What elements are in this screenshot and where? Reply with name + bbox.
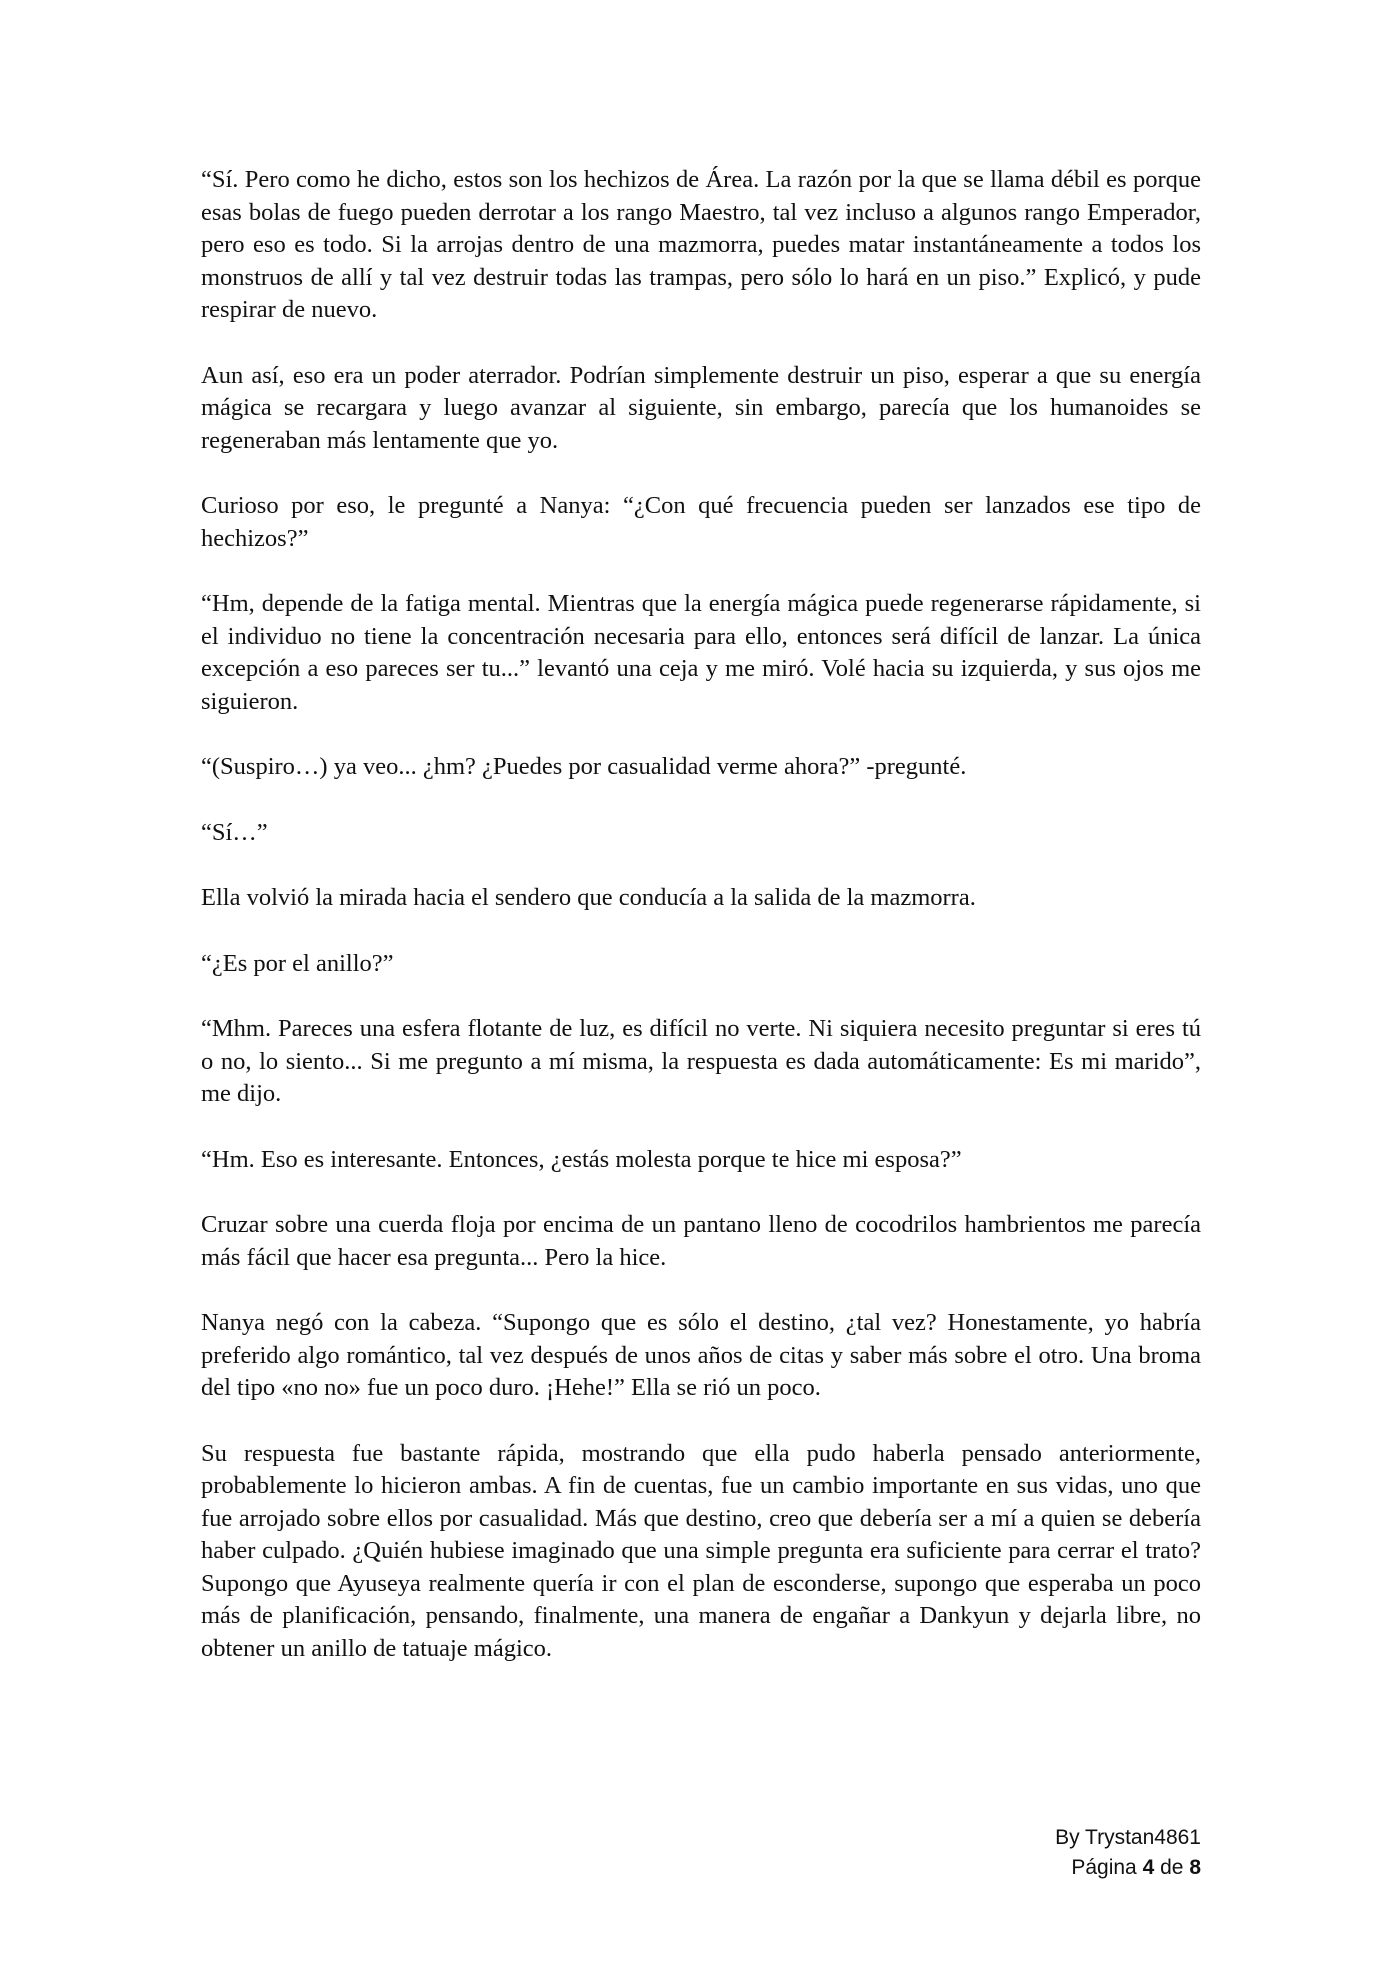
document-body xyxy=(201,164,1201,1698)
paragraph: Cruzar sobre una cuerda floja por encima de un pantano lleno de cocodrilos hambrientos me parecía más fácil que hacer esa pregunta... Pero la hice. xyxy=(201,1211,1201,1271)
paragraph: Su respuesta fue bastante rápida, mostrando que ella pudo haberla pensado anteriormente, probablemente lo hicieron ambas. A fin de cuentas, fue un cambio importante en sus vidas, uno que fue arrojado sobre ellos por casualidad. Más que destino, creo que debería ser a mí a quien se debería haber culpado. ¿Quién hubiese imaginado que una simple pregunta era suficiente para cerrar el trato? Supongo que Ayuseya realmente quería ir con el plan de esconderse, supongo que esperaba un poco más de planificación, pensando, finalmente, una manera de engañar a Dankyun y dejarla libre, no obtener un anillo de tatuaje mágico. xyxy=(201,1439,1201,1662)
page-number xyxy=(1055,1853,1201,1883)
paragraph: Nanya negó con la cabeza. “Supongo que es sólo el destino, ¿tal vez? Honestamente, yo habría preferido algo romántico, tal vez después de unos años de citas y saber más sobre el otro. Una broma del tipo «no no» fue un poco duro. ¡Hehe!” Ella se rió un poco. xyxy=(201,1309,1201,1401)
current-page-number: 4 xyxy=(1142,1856,1155,1879)
page-of-word: de xyxy=(1160,1856,1184,1879)
paragraph: Curioso por eso, le pregunté a Nanya: “¿Con qué frecuencia pueden ser lanzados ese tipo de hechizos?” xyxy=(201,492,1201,552)
paragraph: “Hm. Eso es interesante. Entonces, ¿estás molesta porque te hice mi esposa?” xyxy=(201,1145,962,1173)
paragraph: “(Suspiro…) ya veo... ¿hm? ¿Puedes por casualidad verme ahora?” -pregunté. xyxy=(201,753,967,780)
paragraph: “¿Es por el anillo?” xyxy=(201,949,394,977)
paragraph: “Hm, depende de la fatiga mental. Mientras que la energía mágica puede regenerarse rápidamente, si el individuo no tiene la concentración necesaria para ello, entonces será difícil de lanzar. La única excepción a eso pareces ser tu...” levantó una ceja y me miró. Volé hacia su izquierda, y sus ojos me siguieron. xyxy=(201,590,1201,715)
paragraph: “Sí…” xyxy=(201,818,268,846)
page-footer xyxy=(1055,1823,1201,1883)
paragraph: “Mhm. Pareces una esfera flotante de luz, es difícil no verte. Ni siquiera necesito preguntar si eres tú o no, lo siento... Si me pregunto a mí misma, la respuesta es dada automáticamente: Es mi marido”, me dijo. xyxy=(201,1015,1201,1107)
paragraph: Ella volvió la mirada hacia el sendero que conducía a la salida de la mazmorra. xyxy=(201,884,976,911)
total-page-number: 8 xyxy=(1189,1856,1201,1879)
page-word: Página xyxy=(1071,1856,1137,1879)
author-credit: By Trystan4861 xyxy=(1055,1826,1201,1849)
paragraph: “Sí. Pero como he dicho, estos son los hechizos de Área. La razón por la que se llama débil es porque esas bolas de fuego pueden derrotar a los rango Maestro, tal vez incluso a algunos rango Emperador, pero eso es todo. Si la arrojas dentro de una mazmorra, puedes matar instantáneamente a todos los monstruos de allí y tal vez destruir todas las trampas, pero sólo lo hará en un piso.” Explicó, y pude respirar de nuevo. xyxy=(201,166,1201,323)
paragraph: Aun así, eso era un poder aterrador. Podrían simplemente destruir un piso, esperar a que su energía mágica se recargara y luego avanzar al siguiente, sin embargo, parecía que los humanoides se regeneraban más lentamente que yo. xyxy=(201,361,1201,454)
